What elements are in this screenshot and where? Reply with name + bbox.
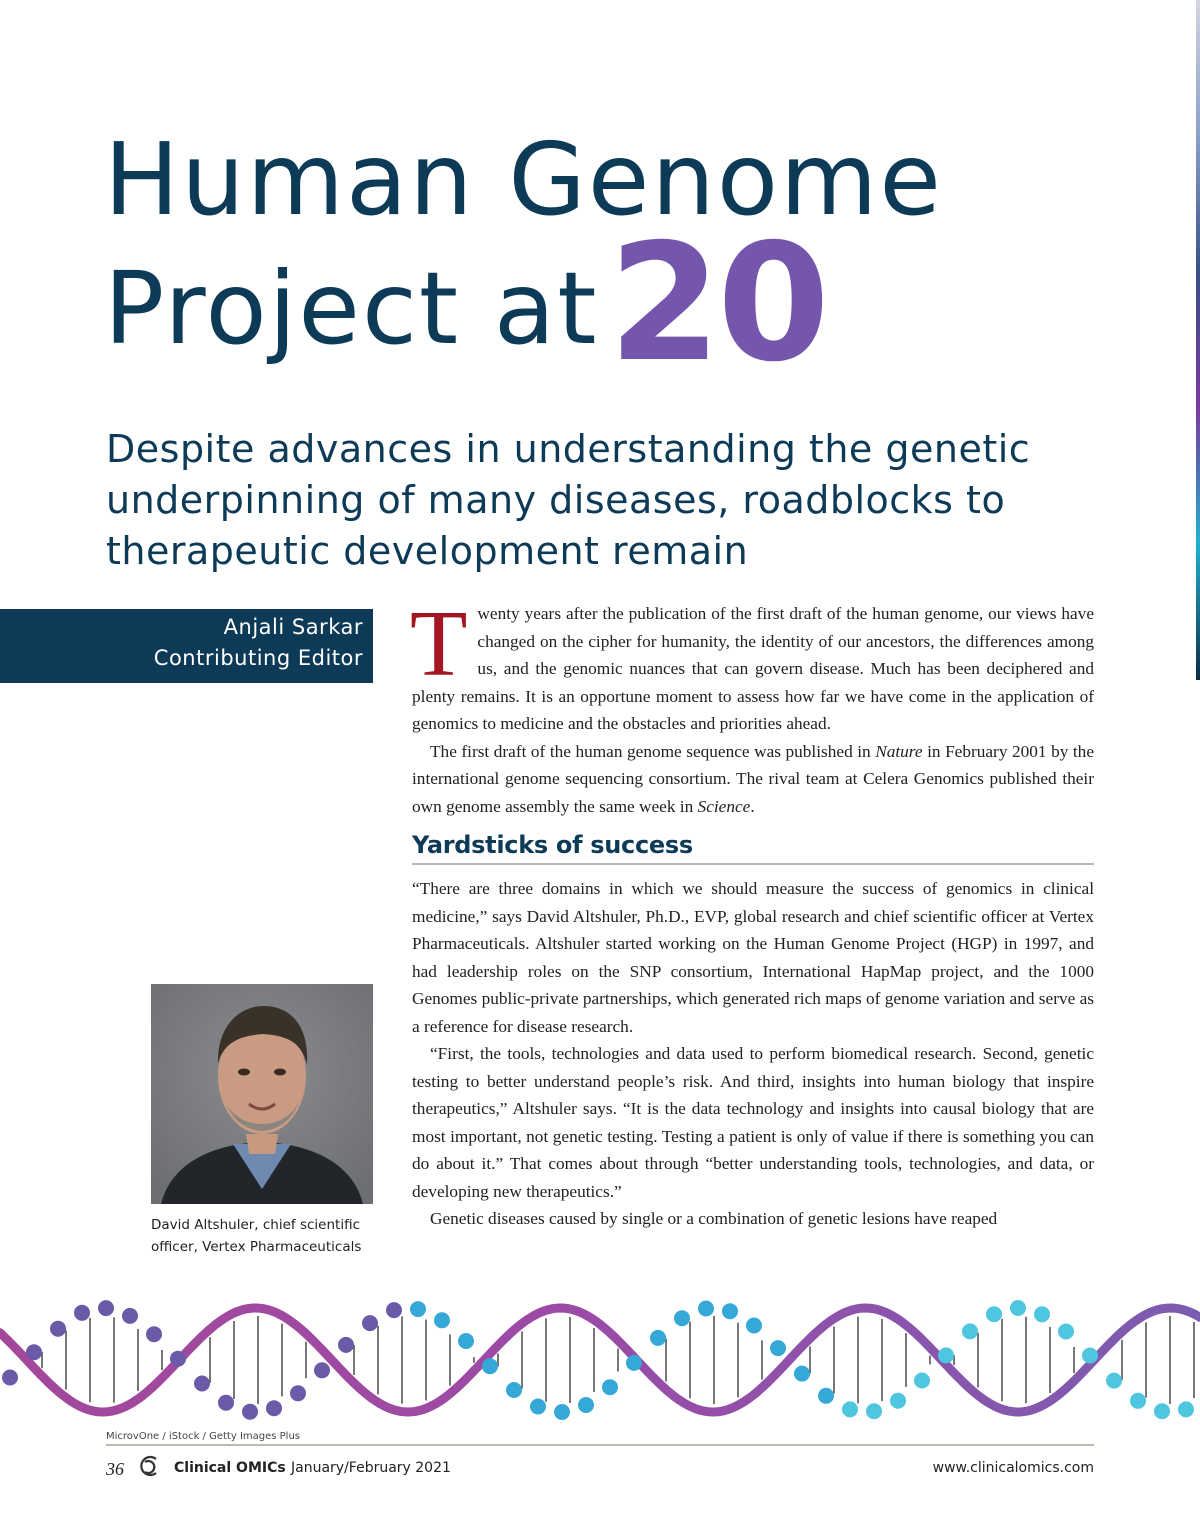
dna-bead [434,1312,450,1328]
dna-bead [314,1362,330,1378]
dna-bead [674,1310,690,1326]
drop-cap: T [410,592,468,696]
paragraph-1-text: wenty years after the publication of the first draft of the human genome, our views have changed on the cipher for humanity, the identity of our ancestors, the differences among us, and the genomic nuances that can govern disease. Much has been deciphered and plenty remains. It is an opportune moment to assess how far we have come in the application of genomics to medicine and the obstacles and priorities ahead. [412,604,1094,733]
dna-bead [458,1333,474,1349]
dna-bead [962,1323,978,1339]
dna-bead [914,1373,930,1389]
paragraph-2 [412,738,1094,821]
dna-bead [266,1400,282,1416]
dna-bead [386,1302,402,1318]
byline-box [0,609,373,683]
website-url[interactable]: www.clinicalomics.com [932,1460,1094,1476]
dna-bead [482,1358,498,1374]
dna-bead [1106,1373,1122,1389]
dna-bead [242,1404,258,1420]
dna-bead [218,1395,234,1411]
dna-bead [986,1306,1002,1322]
photo-caption-line-1: David Altshuler, chief scientific [151,1217,360,1233]
paragraph-2-text-a: The first draft of the human genome sequence was published in [430,741,876,761]
headline [104,118,943,398]
dna-bead [74,1305,90,1321]
dna-bead [938,1347,954,1363]
dna-bead [1010,1300,1026,1316]
dna-bead [98,1300,114,1316]
photo-caption-line-2: officer, Vertex Pharmaceuticals [151,1239,362,1255]
dna-bead [1058,1324,1074,1340]
dna-bead [890,1393,906,1409]
dna-bead [26,1344,42,1360]
footer-rule [106,1444,1094,1446]
portrait-illustration [151,984,373,1204]
portrait-photo [151,984,373,1204]
dna-bead [1082,1348,1098,1364]
paragraph-1 [410,592,1094,738]
headline-line-2 [104,210,943,398]
dna-bead [770,1340,786,1356]
author-name: Anjali Sarkar [223,615,363,639]
journal-nature: Nature [875,741,923,761]
photo-caption [151,1214,391,1258]
edge-image-strip [1196,0,1200,680]
dna-helix-illustration [0,1290,1200,1430]
page-footer [106,1459,1094,1483]
paragraph-4: “First, the tools, technologies and data used to perform biomedical research. Second, genetic testing to better understand people’s risk. And third, insights into human biology that inspire therapeutics,” Altshuler says. “It is the data technology and insights into causal biology that are most important, not genetic testing. Testing a patient is only of value if there is something you can do about it.” That comes about through “better understanding tools, technologies, and data, or developing new therapeutics.” [412,1044,1094,1201]
dna-bead [1178,1401,1194,1417]
page-number: 36 [106,1459,124,1479]
dna-bead [122,1308,138,1324]
dna-bead [290,1385,306,1401]
paragraph-2-text-b: in February 2001 by the international genome sequencing consortium. The rival team at Celera Genomics published their own genome assembly the same week in [412,741,1094,816]
dna-bead [866,1403,882,1419]
dna-bead [578,1397,594,1413]
headline-line-1: Human Genome [104,121,943,238]
dna-bead [698,1301,714,1317]
dna-bead [842,1401,858,1417]
dna-bead [338,1337,354,1353]
dna-bead [650,1330,666,1346]
section-heading: Yardsticks of success [412,830,1094,865]
article-body [410,592,1094,1233]
headline-prefix: Project at [104,250,599,367]
dna-bead [530,1399,546,1415]
author-role: Contributing Editor [153,646,363,670]
dna-bead [818,1388,834,1404]
dna-bead [170,1351,186,1367]
headline-number: 20 [608,210,826,398]
dna-bead [2,1370,18,1386]
paragraph-5: Genetic diseases caused by single or a combination of genetic lesions have reaped [430,1209,998,1228]
magazine-name: Clinical OMICs [174,1460,286,1476]
dna-bead [194,1376,210,1392]
deck-subtitle: Despite advances in understanding the genetic underpinning of many diseases, roadblocks to therapeutic development remain [106,427,1031,573]
dna-bead [362,1315,378,1331]
dna-bead [1130,1393,1146,1409]
journal-science: Science [697,796,751,816]
dna-bead [410,1301,426,1317]
paragraph-3: “There are three domains in which we should measure the success of genomics in clinical medicine,” says David Altshuler, Ph.D., EVP, global research and chief scientific officer at Vertex Pharmaceuticals. Altshuler started working on the Human Genome Project (HGP) in 1997, and had leadership roles on the SNP consortium, International HapMap project, and the 1000 Genomes public-private partnerships, which generated rich maps of genome variation and serve as a reference for disease research. [412,879,1094,1036]
dna-bead [1034,1306,1050,1322]
dna-bead [722,1303,738,1319]
clinical-omics-logo-icon [136,1454,164,1480]
dna-bead [554,1404,570,1420]
paragraph-2-text-c: . [750,796,755,816]
dna-bead [602,1379,618,1395]
dna-bead [794,1366,810,1382]
dna-bead [506,1382,522,1398]
dna-bead [626,1355,642,1371]
dna-bead [1154,1403,1170,1419]
dna-bead [746,1318,762,1334]
issue-date: January/February 2021 [291,1460,451,1476]
dna-bead [146,1326,162,1342]
image-credit: MicrovOne / iStock / Getty Images Plus [106,1431,301,1442]
dna-bead [50,1321,66,1337]
